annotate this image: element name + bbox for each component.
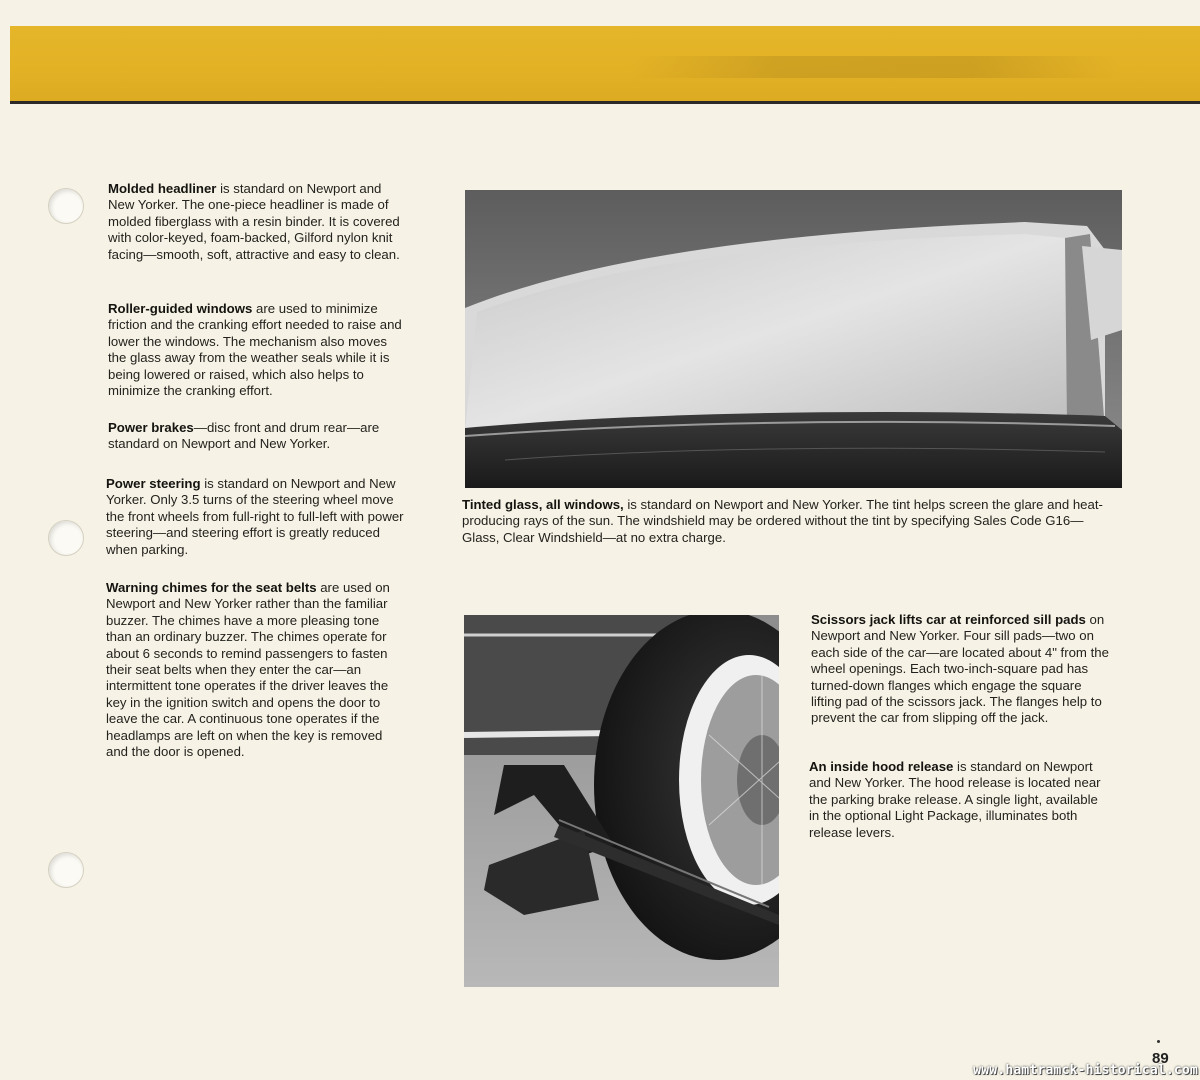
- watermark: www.hamtramck-historical.com: [973, 1063, 1198, 1078]
- scissors-jack-photo: [464, 615, 779, 987]
- header-rule: [10, 101, 1200, 104]
- section-power-steering: [106, 476, 406, 558]
- caption-body: is standard on Newport and New Yorker. The tint helps screen the glare and heat-producing rays of the sun. The windshield may be ordered without the tint by specifying Sales Code G16—Glass, Clear Windshield—at no extra charge.: [462, 497, 1103, 545]
- caption-hood-release: [809, 759, 1109, 841]
- caption-heading: Tinted glass, all windows,: [462, 497, 624, 512]
- caption-heading: Scissors jack lifts car at reinforced sill pads: [811, 612, 1086, 627]
- page-dot: [1157, 1040, 1160, 1043]
- section-body: is standard on Newport and New Yorker. Only 3.5 turns of the steering wheel move the front wheels from full-right to full-left with power steering—and steering effort is greatly reduced when parking.: [106, 476, 404, 557]
- section-heading: Molded headliner: [108, 181, 217, 196]
- section-roller-guided-windows: [108, 301, 408, 399]
- caption-heading: An inside hood release: [809, 759, 954, 774]
- section-body: is standard on Newport and New Yorker. The one-piece headliner is made of molded fiberglass with a resin binder. It is covered with color-keyed, foam-backed, Gilford nylon knit facing—smooth, soft, attractive and easy to clean.: [108, 181, 400, 262]
- header-band-faded-print: [630, 56, 1120, 78]
- binder-hole-middle: [48, 520, 84, 556]
- section-heading: Power steering: [106, 476, 201, 491]
- section-heading: Warning chimes for the seat belts: [106, 580, 317, 595]
- binder-hole-top: [48, 188, 84, 224]
- caption-body: on Newport and New Yorker. Four sill pads—two on each side of the car—are located about 4" from the wheel openings. Each two-inch-square pad has turned-down flanges which engage the square lifting pad of the scissors jack. The flanges help to prevent the car from slipping off the jack.: [811, 612, 1109, 726]
- windshield-photo: [465, 190, 1122, 488]
- section-body: are used on Newport and New Yorker rather than the familiar buzzer. The chimes have a more pleasing tone than an ordinary buzzer. The chimes operate for about 6 seconds to remind passengers to fasten their seat belts when they enter the car—an intermittent tone operates if the driver leaves the key in the ignition switch and opens the door to leave the car. A continuous tone operates if the headlamps are left on when the key is removed and the door is opened.: [106, 580, 390, 760]
- caption-tinted-glass: [462, 497, 1112, 546]
- caption-body: is standard on Newport and New Yorker. The hood release is located near the parking brake release. A single light, available in the optional Light Package, illuminates both release levers.: [809, 759, 1101, 840]
- section-body: —disc front and drum rear—are standard on Newport and New Yorker.: [108, 420, 380, 452]
- section-heading: Roller-guided windows: [108, 301, 253, 316]
- section-heading: Power brakes: [108, 420, 194, 435]
- section-molded-headliner: [108, 181, 408, 263]
- caption-scissors-jack: [811, 612, 1111, 727]
- section-power-brakes: [108, 420, 408, 453]
- section-body: are used to minimize friction and the cranking effort needed to raise and lower the windows. The mechanism also moves the glass away from the weather seals while it is being lowered or raised, which also helps to minimize the cranking effort.: [108, 301, 402, 399]
- binder-hole-bottom: [48, 852, 84, 888]
- page-number: 89: [1152, 1050, 1169, 1067]
- section-warning-chimes: [106, 580, 406, 760]
